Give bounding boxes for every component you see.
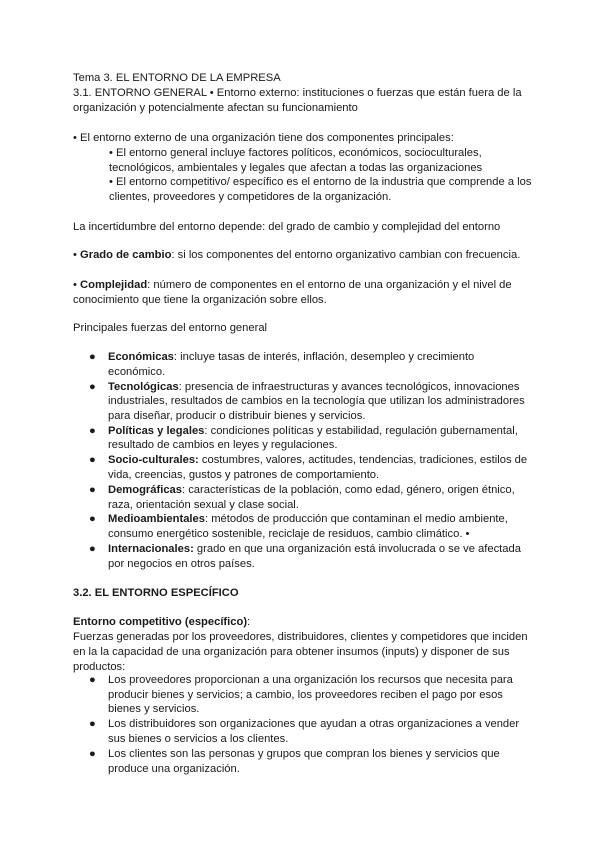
bullet-icon: ●: [89, 454, 96, 467]
force-text: : características de la población, como edad, género, origen étnico, raza, orientación sexual y clase social.: [108, 483, 515, 511]
complexity-term: Complejidad: [80, 279, 148, 291]
stakeholder-list: [73, 673, 533, 776]
components-general: • El entorno general incluye factores políticos, económicos, socioculturales, tecnológicos, ambientales y legales que afectan a todas las organizaciones: [109, 147, 483, 174]
subheading-suffix: :: [247, 616, 251, 628]
list-item: [73, 453, 533, 482]
force-term: Políticas y legales: [108, 424, 205, 437]
intro-paragraph: [73, 86, 533, 116]
forces-list: [73, 350, 533, 571]
change-prefix: •: [73, 249, 81, 261]
forces-heading: Principales fuerzas del entorno general: [73, 322, 268, 334]
change-text: : si los componentes del entorno organizativo cambian con frecuencia.: [171, 249, 521, 261]
list-item: [73, 350, 533, 379]
bullet-icon: ●: [89, 718, 96, 731]
force-term: Demográficas: [108, 483, 182, 496]
components-lead: • El entorno externo de una organización tiene dos componentes principales:: [73, 132, 454, 144]
bullet-icon: ●: [89, 748, 96, 761]
force-text: costumbres, valores, actitudes, tendencias, tradiciones, estilos de vida, creencias, gustos y patrones de comportamiento.: [108, 454, 528, 481]
bullet-icon: ●: [89, 513, 96, 526]
change-term: Grado de cambio: [80, 249, 172, 261]
change-paragraph: [73, 248, 533, 263]
force-text: : presencia de infraestructuras y avances tecnológicos, innovaciones industriales, resultados de cambios en la tecnología que utilizan los administradores para diseñar, producir o distribuir bienes y servicios.: [108, 380, 525, 422]
list-item: [73, 483, 533, 512]
list-item: [73, 542, 533, 571]
bullet-icon: ●: [89, 543, 96, 556]
list-item: [73, 424, 533, 453]
complexity-text: : número de componentes en el entorno de una organización y el nivel de conocimiento que tiene la organización sobre ellos.: [73, 279, 512, 306]
force-term: Medioambientales: [108, 513, 205, 526]
section-2-text: Fuerzas generadas por los proveedores, distribuidores, clientes y competidores que inciden en la la capacidad de una organización para obtener insumos (inputs) y disponer de sus productos:: [73, 631, 528, 673]
uncertainty-text: La incertidumbre del entorno depende: del grado de cambio y complejidad del entorno: [73, 221, 501, 233]
bullet-icon: ●: [89, 483, 96, 496]
force-text: : condiciones políticas y estabilidad, regulación gubernamental, resultado de cambios en leyes y regulaciones.: [108, 424, 518, 452]
force-term: Internacionales:: [108, 543, 194, 556]
stakeholder-text: Los clientes son las personas y grupos que compran los bienes y servicios que produce una organización.: [108, 748, 500, 775]
section-2-subheading: [73, 615, 533, 630]
bullet-icon: ●: [89, 380, 96, 393]
list-item: [73, 717, 533, 746]
list-item: [73, 673, 533, 717]
complexity-paragraph: [73, 278, 533, 308]
force-text: : métodos de producción que contaminan el medio ambiente, consumo energético sostenible, reciclaje de residuos, cambio climático. •: [108, 513, 508, 541]
stakeholder-text: Los distribuidores son organizaciones que ayudan a otras organizaciones a vender sus bienes o servicios a los clientes.: [108, 718, 520, 745]
document-title: Tema 3. EL ENTORNO DE LA EMPRESA: [73, 72, 281, 84]
section-1-heading: 3.1. ENTORNO GENERAL: [73, 87, 207, 99]
force-term: Tecnológicas: [108, 380, 179, 393]
stakeholder-text: Los proveedores proporcionan a una organización los recursos que necesita para producir bienes y servicios; a cambio, los proveedores reciben el pago por esos bienes y servicios.: [108, 674, 513, 716]
intro-text: • Entorno externo: instituciones o fuerzas que están fuera de la organización y potencialmente afectan su funcionamiento: [73, 87, 522, 114]
competitive-environment-term: Entorno competitivo (específico): [73, 616, 248, 628]
complexity-prefix: •: [73, 279, 81, 291]
section-2-heading: 3.2. EL ENTORNO ESPECÍFICO: [73, 587, 239, 599]
bullet-icon: ●: [89, 424, 96, 437]
bullet-icon: ●: [89, 351, 96, 363]
list-item: [73, 380, 533, 424]
force-text: grado en que una organización está involucrada o se ve afectada por negocios en otros países.: [108, 543, 521, 570]
force-term: Socio-culturales:: [108, 454, 199, 467]
list-item: [73, 747, 533, 776]
force-text: : incluye tasas de interés, inflación, desempleo y crecimiento económico.: [108, 351, 475, 378]
components-specific: • El entorno competitivo/ específico es el entorno de la industria que comprende a los clientes, proveedores y competidores de la organización.: [109, 176, 532, 203]
force-term: Económicas: [108, 351, 174, 363]
list-item: [73, 512, 533, 541]
bullet-icon: ●: [89, 674, 96, 686]
